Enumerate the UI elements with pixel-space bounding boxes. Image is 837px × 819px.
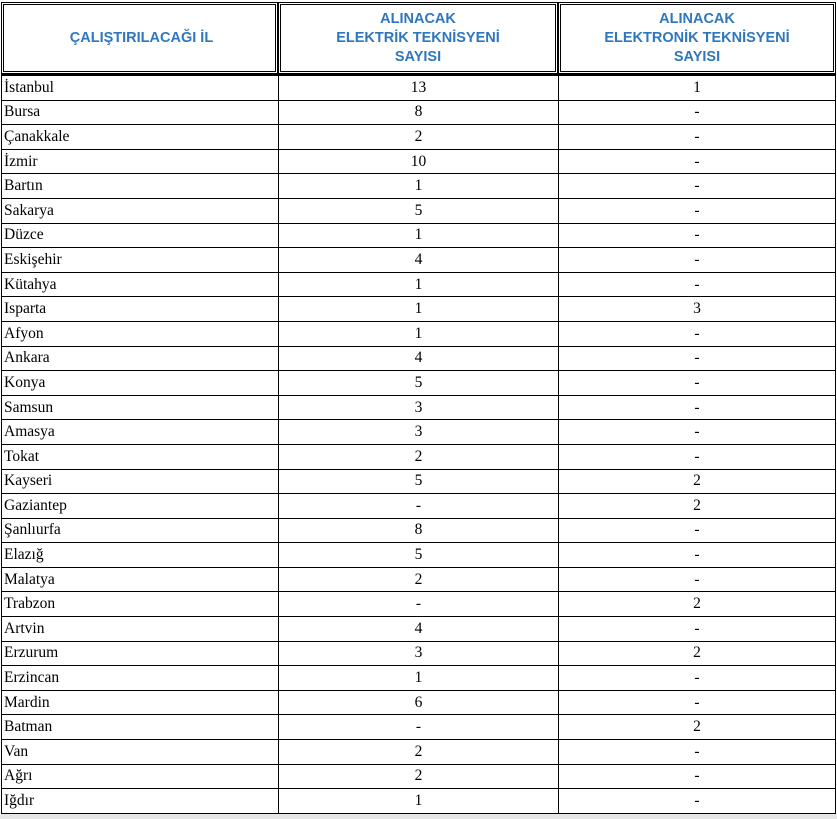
electric-count-cell: 2 — [278, 125, 558, 150]
city-cell: Van — [1, 740, 278, 765]
electronic-count-cell: - — [558, 568, 836, 593]
table-row — [1, 125, 836, 150]
city-cell: Batman — [1, 715, 278, 740]
table-row — [1, 592, 836, 617]
table-row — [1, 297, 836, 322]
electric-count-cell: 1 — [278, 224, 558, 249]
city-cell: Sakarya — [1, 199, 278, 224]
city-cell: Çanakkale — [1, 125, 278, 150]
electronic-count-cell: - — [558, 396, 836, 421]
electric-count-cell: 1 — [278, 174, 558, 199]
electronic-count-cell: - — [558, 125, 836, 150]
header-electric-line: ELEKTRİK TEKNİSYENİ — [336, 29, 500, 46]
electronic-count-cell: - — [558, 273, 836, 298]
electronic-count-cell: 1 — [558, 74, 836, 101]
electronic-count-cell: 3 — [558, 297, 836, 322]
electronic-count-cell: 2 — [558, 715, 836, 740]
electric-count-cell: 2 — [278, 445, 558, 470]
page-bottom-edge — [0, 814, 837, 819]
electric-count-cell: 1 — [278, 789, 558, 814]
city-cell: Eskişehir — [1, 248, 278, 273]
table-row — [1, 642, 836, 667]
city-cell: Samsun — [1, 396, 278, 421]
electronic-count-cell: 2 — [558, 592, 836, 617]
electronic-count-cell: - — [558, 150, 836, 175]
header-electric-line: SAYISI — [394, 48, 442, 65]
table-row — [1, 347, 836, 372]
table-row — [1, 740, 836, 765]
electric-count-cell: 4 — [278, 248, 558, 273]
table-row — [1, 445, 836, 470]
city-cell: Afyon — [1, 322, 278, 347]
city-cell: Mardin — [1, 691, 278, 716]
electronic-count-cell: - — [558, 420, 836, 445]
electric-count-cell: 2 — [278, 765, 558, 790]
city-cell: Kayseri — [1, 470, 278, 495]
table-row — [1, 617, 836, 642]
electronic-count-cell: - — [558, 519, 836, 544]
city-cell: Gaziantep — [1, 494, 278, 519]
electric-count-cell: 2 — [278, 740, 558, 765]
table-body — [1, 74, 836, 814]
table-row — [1, 691, 836, 716]
electric-count-cell: 1 — [278, 322, 558, 347]
electric-count-cell: 6 — [278, 691, 558, 716]
header-row — [1, 2, 836, 74]
electronic-count-cell: - — [558, 101, 836, 126]
table-row — [1, 789, 836, 814]
header-city-label: ÇALIŞTIRILACAĞI İL — [69, 29, 214, 46]
table-row — [1, 470, 836, 495]
city-cell: Iğdır — [1, 789, 278, 814]
electronic-count-cell: - — [558, 666, 836, 691]
electronic-count-cell: - — [558, 371, 836, 396]
city-cell: Elazığ — [1, 543, 278, 568]
electronic-count-cell: - — [558, 445, 836, 470]
electric-count-cell: 3 — [278, 642, 558, 667]
city-cell: Erzincan — [1, 666, 278, 691]
table-row — [1, 543, 836, 568]
city-cell: İzmir — [1, 150, 278, 175]
table-row — [1, 765, 836, 790]
city-cell: Tokat — [1, 445, 278, 470]
header-electronic-line: ALINACAK — [659, 10, 735, 27]
electronic-count-cell: - — [558, 174, 836, 199]
header-electric-line: ALINACAK — [380, 10, 456, 27]
city-cell: Ankara — [1, 347, 278, 372]
city-cell: Bursa — [1, 101, 278, 126]
electric-count-cell: 1 — [278, 666, 558, 691]
electric-count-cell: 3 — [278, 396, 558, 421]
electronic-count-cell: 2 — [558, 642, 836, 667]
table-row — [1, 666, 836, 691]
table-row — [1, 150, 836, 175]
electronic-count-cell: - — [558, 224, 836, 249]
electric-count-cell: 4 — [278, 347, 558, 372]
table-row — [1, 519, 836, 544]
electronic-count-cell: 2 — [558, 494, 836, 519]
table-row — [1, 199, 836, 224]
electric-count-cell: 5 — [278, 543, 558, 568]
electric-count-cell: 3 — [278, 420, 558, 445]
electronic-count-cell: - — [558, 765, 836, 790]
electronic-count-cell: - — [558, 543, 836, 568]
electric-count-cell: 1 — [278, 273, 558, 298]
electronic-count-cell: - — [558, 199, 836, 224]
table-row — [1, 174, 836, 199]
table-row — [1, 494, 836, 519]
table-row — [1, 101, 836, 126]
electric-count-cell: - — [278, 592, 558, 617]
city-cell: Bartın — [1, 174, 278, 199]
electric-count-cell: 5 — [278, 199, 558, 224]
city-cell: Şanlıurfa — [1, 519, 278, 544]
table-row — [1, 715, 836, 740]
city-cell: Isparta — [1, 297, 278, 322]
electric-count-cell: 1 — [278, 297, 558, 322]
electronic-count-cell: 2 — [558, 470, 836, 495]
electronic-count-cell: - — [558, 347, 836, 372]
electronic-count-cell: - — [558, 740, 836, 765]
electric-count-cell: 13 — [278, 74, 558, 101]
electric-count-cell: 8 — [278, 519, 558, 544]
table-row — [1, 420, 836, 445]
city-cell: Ağrı — [1, 765, 278, 790]
city-cell: Konya — [1, 371, 278, 396]
city-cell: Trabzon — [1, 592, 278, 617]
electronic-count-cell: - — [558, 322, 836, 347]
technician-table — [1, 2, 836, 814]
electronic-count-cell: - — [558, 691, 836, 716]
electric-count-cell: 10 — [278, 150, 558, 175]
table-row — [1, 273, 836, 298]
city-cell: Artvin — [1, 617, 278, 642]
header-electric — [278, 2, 558, 74]
city-cell: Malatya — [1, 568, 278, 593]
table-row — [1, 371, 836, 396]
table-row — [1, 224, 836, 249]
electric-count-cell: - — [278, 715, 558, 740]
city-cell: Düzce — [1, 224, 278, 249]
header-electronic-line: SAYISI — [673, 48, 721, 65]
city-cell: Kütahya — [1, 273, 278, 298]
electric-count-cell: 2 — [278, 568, 558, 593]
header-city — [1, 2, 278, 74]
electric-count-cell: 5 — [278, 371, 558, 396]
table-row — [1, 248, 836, 273]
electric-count-cell: 4 — [278, 617, 558, 642]
table-row — [1, 568, 836, 593]
table-row — [1, 74, 836, 101]
header-electronic-line: ELEKTRONİK TEKNİSYENİ — [604, 29, 790, 46]
city-cell: Erzurum — [1, 642, 278, 667]
table-row — [1, 396, 836, 421]
electric-count-cell: - — [278, 494, 558, 519]
table-row — [1, 322, 836, 347]
electric-count-cell: 8 — [278, 101, 558, 126]
electronic-count-cell: - — [558, 789, 836, 814]
electric-count-cell: 5 — [278, 470, 558, 495]
table-header — [1, 2, 836, 74]
header-electronic — [558, 2, 836, 74]
city-cell: Amasya — [1, 420, 278, 445]
electronic-count-cell: - — [558, 617, 836, 642]
electronic-count-cell: - — [558, 248, 836, 273]
city-cell: İstanbul — [1, 74, 278, 101]
